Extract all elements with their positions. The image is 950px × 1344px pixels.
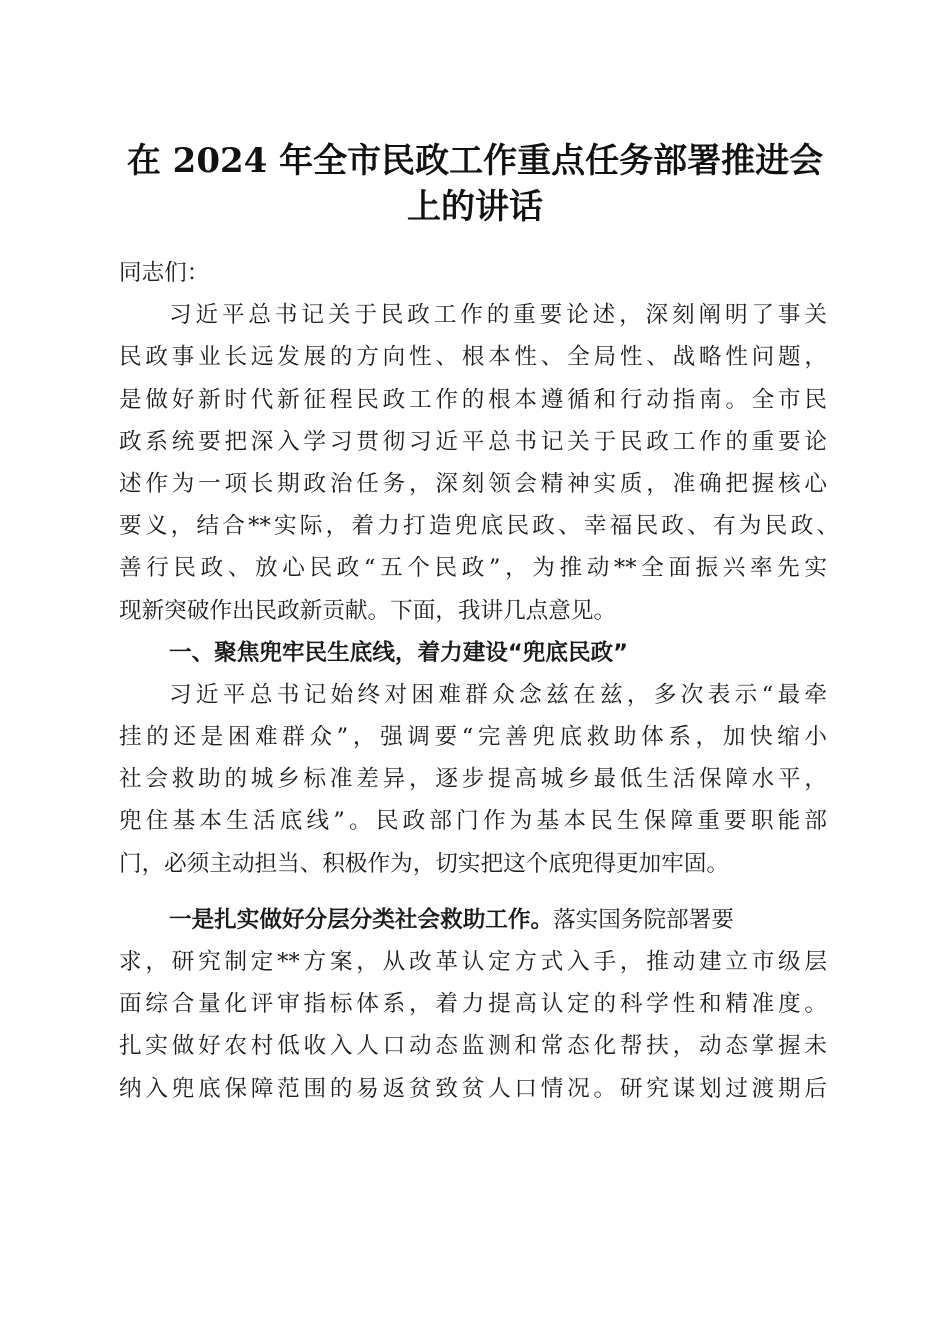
point-1-line: 扎实做好农村低收入人口动态监测和常态化帮扶，动态掌握未 <box>119 1033 827 1060</box>
intro-line: 述作为一项长期政治任务，深刻领会精神实质，准确把握核心 <box>119 470 827 497</box>
document-title <box>100 138 850 230</box>
point-1-line: 求，研究制定**方案，从改革认定方式入手，推动建立市级层 <box>119 949 827 975</box>
intro-line: 政系统要把深入学习贯彻习近平总书记关于民政工作的重要论 <box>119 428 827 455</box>
intro-paragraph <box>119 294 839 632</box>
intro-line: 是做好新时代新征程民政工作的根本遵循和行动指南。全市民 <box>119 386 827 413</box>
point-1-line: 纳入兜底保障范围的易返贫致贫人口情况。研究谋划过渡期后 <box>119 1075 827 1102</box>
intro-line: 民政事业长远发展的方向性、根本性、全局性、战略性问题， <box>119 344 827 371</box>
section-1-paragraph <box>119 674 827 885</box>
section-1-line: 兜住基本生活底线”。民政部门作为基本民生保障重要职能部 <box>119 808 827 835</box>
section-1-line: 习近平总书记始终对困难群众念兹在兹，多次表示“最牵 <box>169 681 827 708</box>
document-body <box>119 252 839 1110</box>
section-1-heading: 一、聚焦兜牢民生底线，着力建设“兜底民政” <box>169 639 628 666</box>
point-1-first-line <box>119 899 827 941</box>
salutation: 同志们： <box>119 260 210 286</box>
title-line-1: 在 2024 年全市民政工作重点任务部署推进会 <box>126 141 824 181</box>
section-1-line: 门，必须主动担当、积极作为，切实把这个底兜得更加牢固。 <box>119 850 730 877</box>
section-1-line: 挂的还是困难群众”，强调要“完善兜底救助体系，加快缩小 <box>119 724 827 751</box>
intro-line: 现新突破作出民政新贡献。下面，我讲几点意见。 <box>119 597 617 624</box>
section-1-line: 社会救助的城乡标准差异，逐步提高城乡最低生活保障水平， <box>119 766 827 793</box>
title-line-2: 上的讲话 <box>407 187 543 227</box>
paragraph-gap <box>119 885 827 899</box>
intro-line: 善行民政、放心民政“五个民政”，为推动**全面振兴率先实 <box>119 555 827 582</box>
point-1-paragraph <box>119 899 827 1110</box>
point-1-lead: 一是扎实做好分层分类社会救助工作。 <box>169 906 554 933</box>
intro-line: 习近平总书记关于民政工作的重要论述，深刻阐明了事关 <box>169 302 827 329</box>
point-1-first-rest: 落实国务院部署要 <box>553 906 734 933</box>
point-1-line: 面综合量化评审指标体系，着力提高认定的科学性和精准度。 <box>119 991 827 1018</box>
intro-line: 要义，结合**实际，着力打造兜底民政、幸福民政、有为民政、 <box>119 513 839 540</box>
